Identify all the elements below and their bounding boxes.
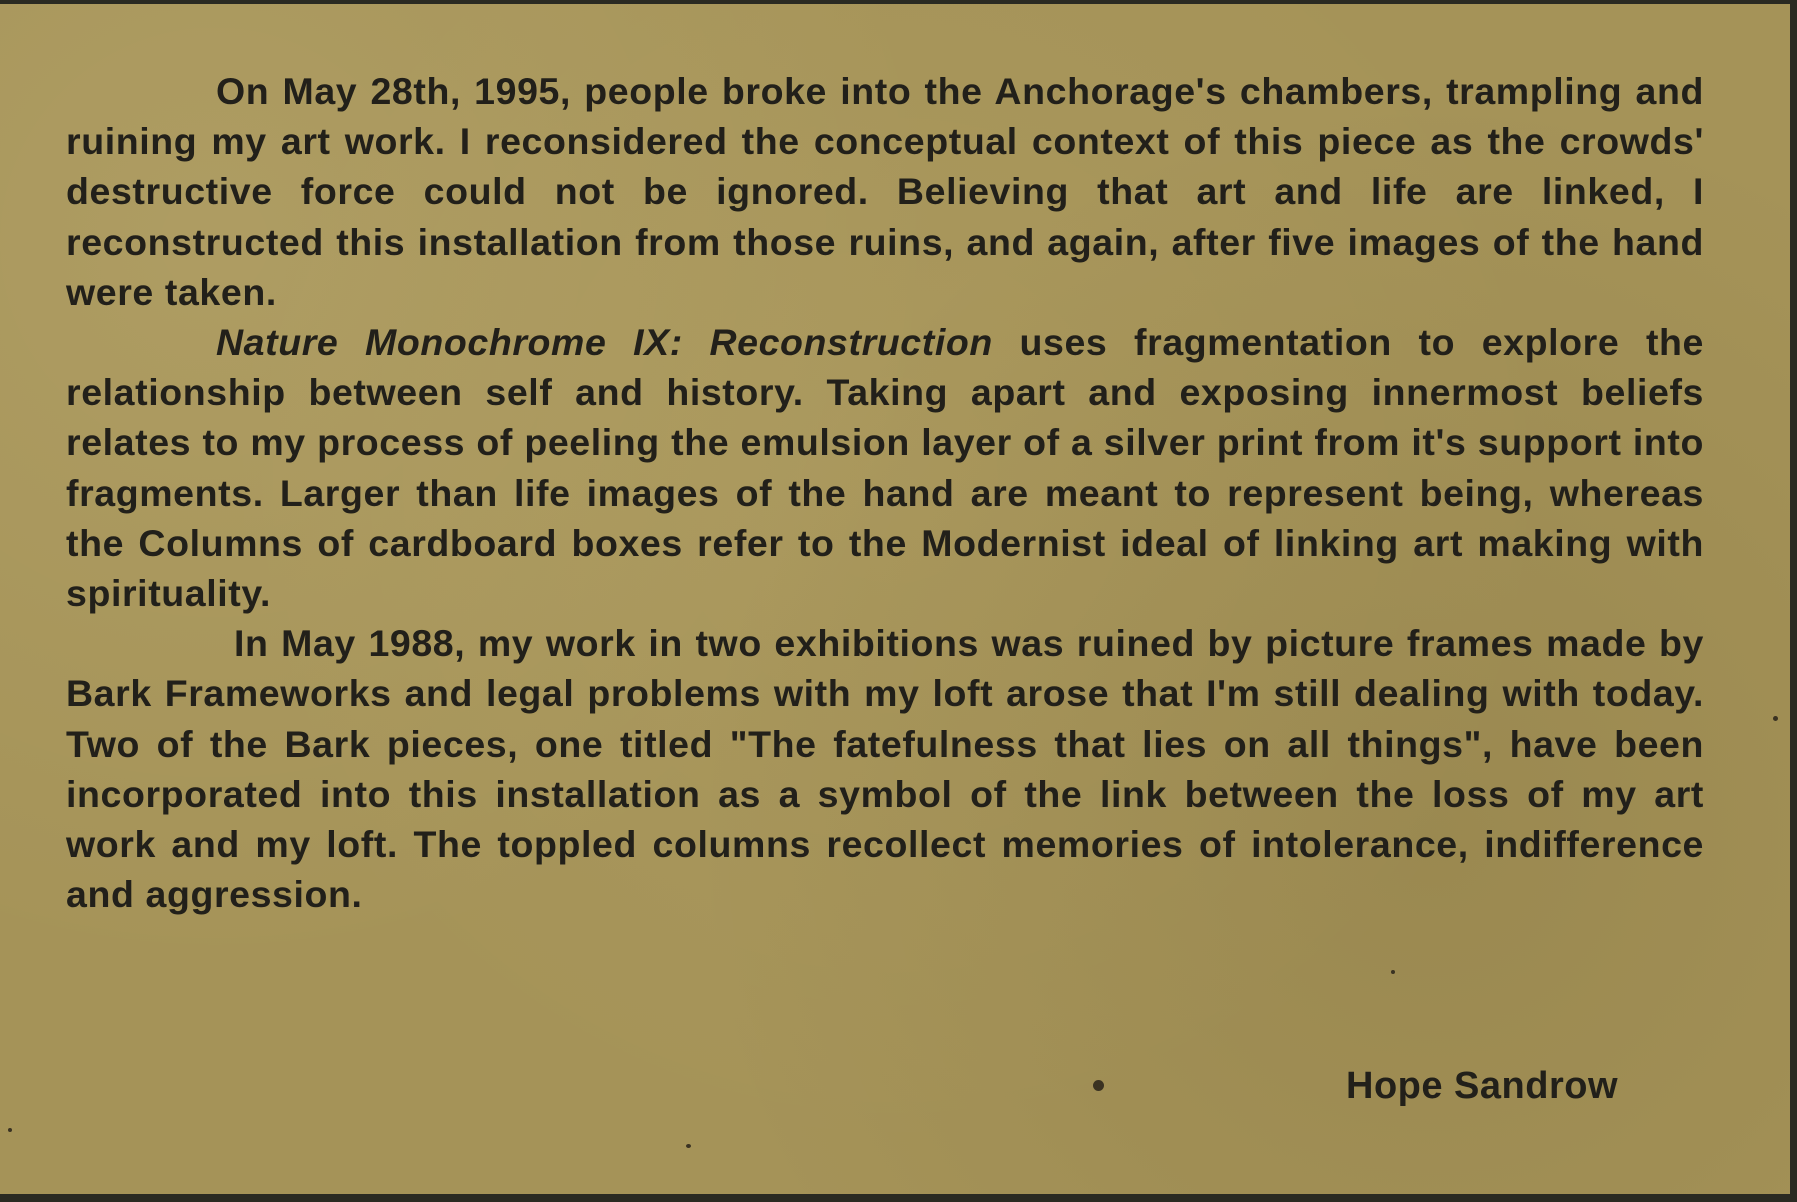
paper-speck: [1773, 716, 1778, 721]
statement-card: [0, 4, 1790, 1194]
paragraph-3: [66, 618, 1704, 919]
paper-speck: [1391, 970, 1395, 974]
paragraph-2: [66, 317, 1704, 618]
paper-speck: [8, 1128, 12, 1132]
paragraph-1: [66, 66, 1704, 317]
paper-speck: [1093, 1080, 1104, 1091]
artist-statement: [66, 66, 1704, 919]
paper-speck: [686, 1144, 691, 1148]
artist-signature: Hope Sandrow: [1346, 1065, 1619, 1107]
artwork-title: Nature Monochrome IX: Reconstruction: [216, 321, 993, 364]
paragraph-3-text: In May 1988, my work in two exhibitions was ruined by picture frames made by Bark Frameworks and legal problems with my loft arose that I'm still dealing with today. Two of the Bark pieces, one titled "The fatefulness that lies on all things", have been incorporated into this installation as a symbol of the link between the loss of my art work and my loft. The toppled columns recollect memories of intolerance, indifference and aggression.: [66, 622, 1704, 916]
paragraph-1-text: On May 28th, 1995, people broke into the Anchorage's chambers, trampling and ruining my art work. I reconsidered the conceptual context of this piece as the crowds' destructive force could not be ignored. Believing that art and life are linked, I reconstructed this installation from those ruins, and again, after five images of the hand were taken.: [66, 70, 1704, 313]
paragraph-2-text: uses fragmentation to explore the relationship between self and history. Taking apart and exposing innermost beliefs relates to my process of peeling the emulsion layer of a silver print from it's support into fragments. Larger than life images of the hand are meant to represent being, whereas the Columns of cardboard boxes refer to the Modernist ideal of linking art making with spirituality.: [66, 321, 1705, 615]
